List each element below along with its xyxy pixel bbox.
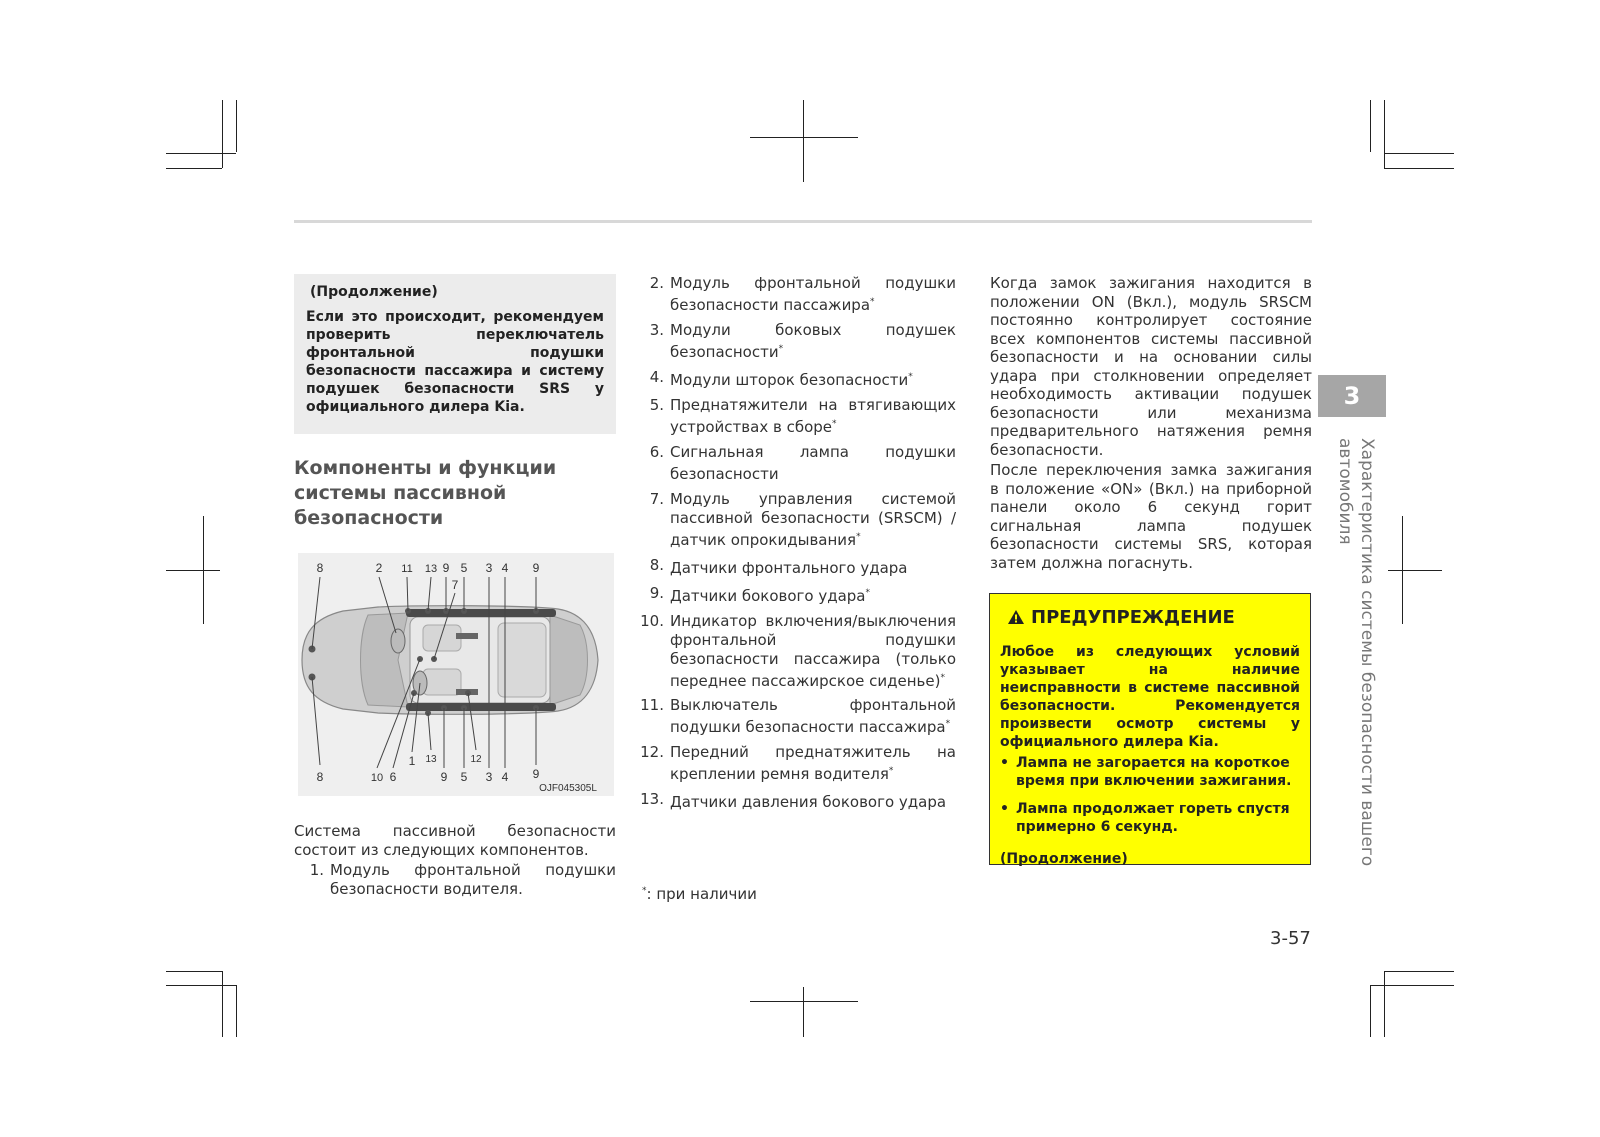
crop-mark	[166, 985, 236, 986]
list-item-text-body: Модули боковых подушек безопасности	[670, 321, 956, 361]
top-rule	[294, 220, 1312, 223]
list-item-text	[670, 612, 956, 691]
list-item-number: 2.	[649, 274, 664, 292]
availability-mark: *	[908, 372, 913, 382]
diagram-label: 9	[532, 561, 540, 575]
list-item-text-body: Модули шторок безопасности	[670, 371, 909, 389]
diagram-label: 2	[375, 561, 383, 575]
list-item-number: 4.	[649, 368, 664, 386]
list-item-text	[670, 556, 956, 578]
crop-mark	[1388, 570, 1442, 571]
list-item-text	[670, 368, 956, 390]
crop-mark	[166, 971, 222, 972]
diagram-label: 3	[485, 561, 493, 575]
diagram-label: 5	[460, 770, 468, 784]
diagram-label: 8	[316, 561, 324, 575]
diagram-label: 4	[501, 561, 509, 575]
availability-mark: *	[865, 588, 870, 598]
diagram-label: 3	[485, 770, 493, 784]
crop-mark	[166, 153, 236, 154]
crop-mark	[803, 100, 804, 182]
list-item-text-body: Модуль управления системой пассивной безопасности (SRSCM) / датчик опрокидывания	[670, 490, 956, 549]
list-item-text	[670, 396, 956, 437]
warning-box	[989, 593, 1311, 865]
crop-mark	[1384, 153, 1454, 154]
crop-mark	[236, 100, 237, 152]
paragraph: Когда замок зажигания находится в положении ON (Вкл.), модуль SRSCM постоянно контролирует состояние всех компонентов системы пассивной безопасности и на основании силы удара при столкновении определяет необходимость активации подушек безопасности или механизма предварительного натяжения ремня безопасности.	[990, 274, 1312, 459]
list-item-text-body: Выключатель фронтальной подушки безопасности пассажира	[670, 696, 956, 736]
availability-mark: *	[945, 719, 951, 729]
list-item-text-body: Датчики фронтального удара	[670, 559, 908, 577]
footnote-mark: *	[642, 886, 647, 896]
crop-mark	[1370, 985, 1371, 1037]
list-item	[634, 274, 956, 314]
diagram-code: OJF045305L	[539, 783, 597, 794]
list-item-text-body: Модуль фронтальной подушки безопасности пассажира	[670, 274, 956, 314]
crop-mark	[1384, 971, 1454, 972]
crop-mark	[1370, 985, 1454, 986]
diagram-label: 8	[316, 770, 324, 784]
car-illustration	[298, 553, 614, 796]
chapter-side-title	[1322, 438, 1378, 898]
diagram-label: 7	[451, 578, 459, 592]
crop-mark	[1384, 168, 1454, 169]
warning-bullets	[1000, 754, 1300, 836]
list-item-number: 7.	[649, 490, 664, 508]
page-number: 3-57	[1270, 928, 1311, 949]
diagram-label: 6	[389, 770, 397, 784]
list-item-text	[670, 321, 956, 362]
crop-mark	[222, 971, 223, 1037]
list-item-text	[670, 743, 956, 784]
list-item-text-body: Модуль фронтальной подушки безопасности водителя.	[330, 861, 616, 898]
crop-mark	[236, 985, 237, 1037]
availability-mark: *	[832, 419, 837, 429]
diagram-label: 9	[442, 561, 450, 575]
diagram-label: 9	[440, 770, 448, 784]
crop-mark	[166, 570, 220, 571]
diagram-label: 13	[424, 563, 438, 575]
list-item-text-body: Датчики бокового удара	[670, 587, 866, 605]
paragraph: После переключения замка зажигания в положение «ON» (Вкл.) на приборной панели около 6 секунд горит сигнальная лампа подушек безопасности системы SRS, которая затем должна погаснуть.	[990, 461, 1312, 572]
intro-text: Система пассивной безопасности состоит из следующих компонентов.	[294, 822, 616, 859]
availability-mark: *	[940, 673, 945, 683]
warning-heading	[1007, 605, 1300, 629]
crop-mark	[1384, 971, 1385, 1037]
section-title: Компоненты и функции системы пассивной безопасности	[294, 457, 557, 529]
diagram-label: 11	[401, 563, 413, 575]
list-item-text	[670, 584, 956, 606]
crop-mark	[222, 100, 223, 168]
crop-mark	[1402, 516, 1403, 624]
chapter-title: Характеристика системы безопасности вашего автомобиля	[1335, 438, 1377, 867]
continued-box	[294, 274, 616, 434]
list-item-text-body: Преднатяжители на втягивающих устройствах в сборе	[670, 396, 956, 436]
availability-mark: *	[778, 344, 784, 354]
availability-mark: *	[856, 532, 861, 542]
warning-continued: (Продолжение)	[1000, 851, 1128, 867]
availability-mark: *	[888, 766, 894, 776]
list-item-number: 10.	[640, 612, 664, 630]
list-item-number: 12.	[640, 743, 664, 761]
list-item-number: 6.	[649, 443, 664, 461]
list-item-number: 13.	[640, 790, 664, 808]
car-diagram	[298, 553, 614, 796]
diagram-label: 13	[425, 754, 437, 765]
crop-mark	[203, 516, 204, 624]
list-item-text-body: Датчики давления бокового удара	[670, 793, 947, 811]
list-item-text	[330, 861, 616, 899]
list-item-number: 1.	[309, 861, 324, 879]
diagram-label: 10	[370, 772, 384, 784]
list-item-number: 8.	[649, 556, 664, 574]
warning-title: ПРЕДУПРЕЖДЕНИЕ	[1031, 606, 1235, 628]
warning-bullet: • Лампа не загорается на короткое время при включении зажигания.	[1000, 754, 1300, 790]
crop-mark	[1370, 100, 1371, 152]
crop-mark	[1384, 100, 1385, 168]
availability-mark: *	[870, 297, 875, 307]
list-item-text-body: Индикатор включения/выключения фронтальной подушки безопасности пассажира (только переднее пассажирское сиденье)	[670, 612, 956, 690]
list-item-number: 3.	[649, 321, 664, 339]
warning-triangle-icon	[1007, 609, 1025, 625]
continued-text: Если это происходит, рекомендуем проверить переключатель фронтальной подушки безопасности пассажира и систему подушек безопасности SRS у официального дилера Kia.	[306, 309, 604, 415]
list-item-text	[670, 490, 956, 550]
diagram-label: 4	[501, 770, 509, 784]
diagram-label: 1	[408, 754, 416, 768]
continued-title: (Продолжение)	[310, 284, 438, 300]
list-item-text	[670, 274, 956, 315]
warning-bullet: • Лампа продолжает гореть спустя примерно 6 секунд.	[1000, 800, 1300, 836]
crop-mark	[750, 137, 858, 138]
crop-mark	[166, 168, 222, 169]
list-item-text	[670, 696, 956, 737]
diagram-label: 12	[470, 754, 482, 765]
crop-mark	[750, 1001, 858, 1002]
list-item-number: 11.	[640, 696, 664, 714]
list-item-text	[670, 443, 956, 484]
footnote	[642, 882, 757, 904]
crop-mark	[803, 987, 804, 1037]
warning-text: Любое из следующих условий указывает на наличие неисправности в системе пассивной безопасности. Рекомендуется произвести осмотр системы у официального дилера Kia.	[1000, 644, 1300, 750]
list-item-text-body: Сигнальная лампа подушки безопасности	[670, 443, 956, 483]
chapter-tab: 3	[1318, 375, 1386, 417]
list-item-number: 5.	[649, 396, 664, 414]
list-item-number: 9.	[649, 584, 664, 602]
diagram-label: 9	[532, 767, 540, 781]
diagram-label: 5	[460, 561, 468, 575]
list-item-text-body: Передний преднатяжитель на креплении ремня водителя	[670, 743, 956, 783]
list-item-text	[670, 790, 956, 812]
footnote-text: : при наличии	[646, 885, 757, 903]
